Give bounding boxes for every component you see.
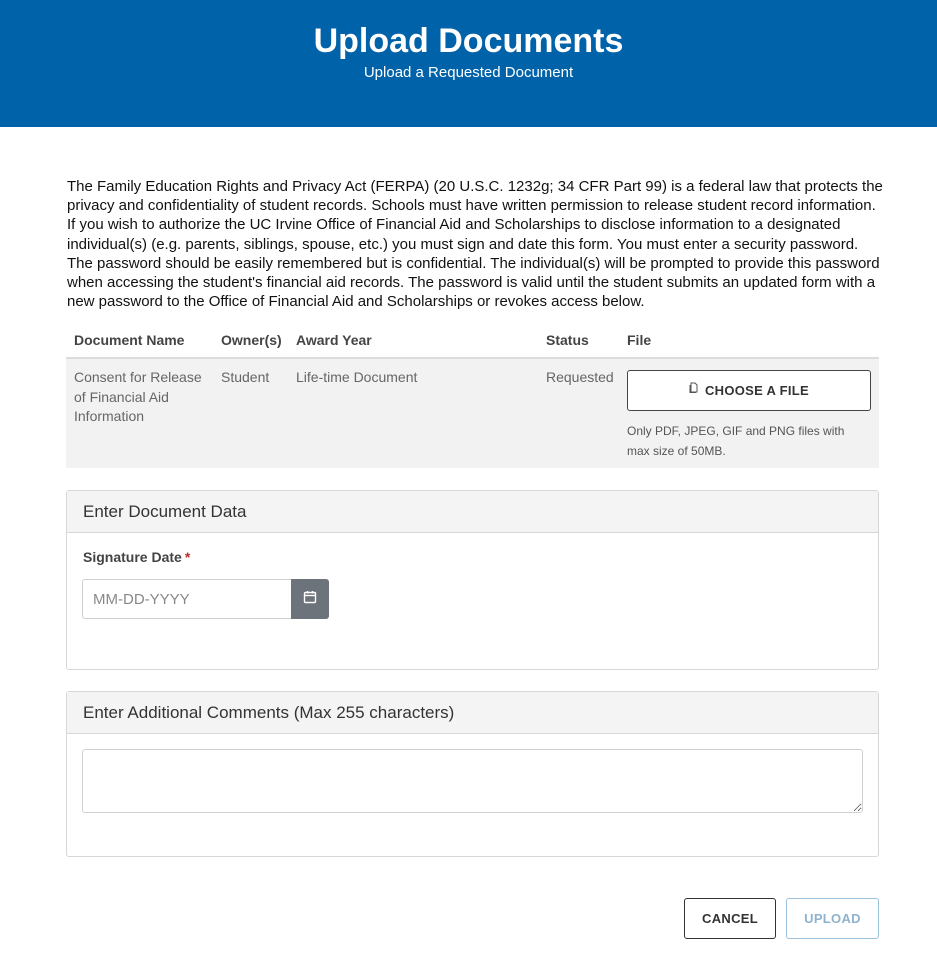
cell-owners: Student xyxy=(221,369,270,385)
column-header-document-name: Document Name xyxy=(74,332,185,348)
calendar-button[interactable] xyxy=(291,579,329,619)
column-header-owners: Owner(s) xyxy=(221,332,282,348)
upload-button[interactable]: UPLOAD xyxy=(786,898,879,939)
calendar-icon xyxy=(303,590,317,609)
document-data-panel xyxy=(66,490,879,670)
file-type-hint: Only PDF, JPEG, GIF and PNG files with max size of 50MB. xyxy=(627,424,845,458)
table-header xyxy=(66,323,879,359)
required-marker: * xyxy=(184,549,191,565)
cell-document-name: Consent for Release of Financial Aid Information xyxy=(74,369,202,424)
page-title: Upload Documents xyxy=(313,22,624,60)
column-header-status: Status xyxy=(546,332,589,348)
page-subtitle: Upload a Requested Document xyxy=(363,64,574,81)
page-header xyxy=(0,0,937,127)
document-data-panel-title: Enter Document Data xyxy=(67,491,878,533)
cell-award-year: Life-time Document xyxy=(296,369,418,385)
signature-date-label xyxy=(83,549,190,565)
choose-file-label: CHOOSE A FILE xyxy=(704,382,810,398)
documents-table xyxy=(66,323,879,468)
comments-panel xyxy=(66,691,879,857)
comments-panel-title: Enter Additional Comments (Max 255 characters) xyxy=(67,692,878,734)
column-header-file: File xyxy=(627,332,652,348)
signature-date-input[interactable] xyxy=(82,579,292,619)
file-icon xyxy=(689,381,699,401)
comments-textarea[interactable] xyxy=(82,749,863,813)
ferpa-intro-text: The Family Education Rights and Privacy Act (FERPA) (20 U.S.C. 1232g; 34 CFR Part 99) is a federal law that protects the privacy and confidentiality of student records. Schools must have written permission to release student record information. If you wish to authorize the UC Irvine Office of Financial Aid and Scholarships to disclose information to a designated individual(s) (e.g. parents, siblings, spouse, etc.) you must sign and date this form. You must enter a security password. The password should be easily remembered but is confidential. The individual(s) will be prompted to provide this password when accessing the student's financial aid records. The password is valid until the student submits an updated form with a new password to the Office of Financial Aid and Scholarships or revokes access below. xyxy=(67,178,883,311)
column-header-award-year: Award Year xyxy=(296,332,372,348)
choose-file-button[interactable] xyxy=(627,370,871,411)
cell-status: Requested xyxy=(546,369,614,385)
signature-date-label-text: Signature Date xyxy=(83,549,182,565)
table-row xyxy=(66,359,879,468)
cancel-button[interactable]: CANCEL xyxy=(684,898,776,939)
